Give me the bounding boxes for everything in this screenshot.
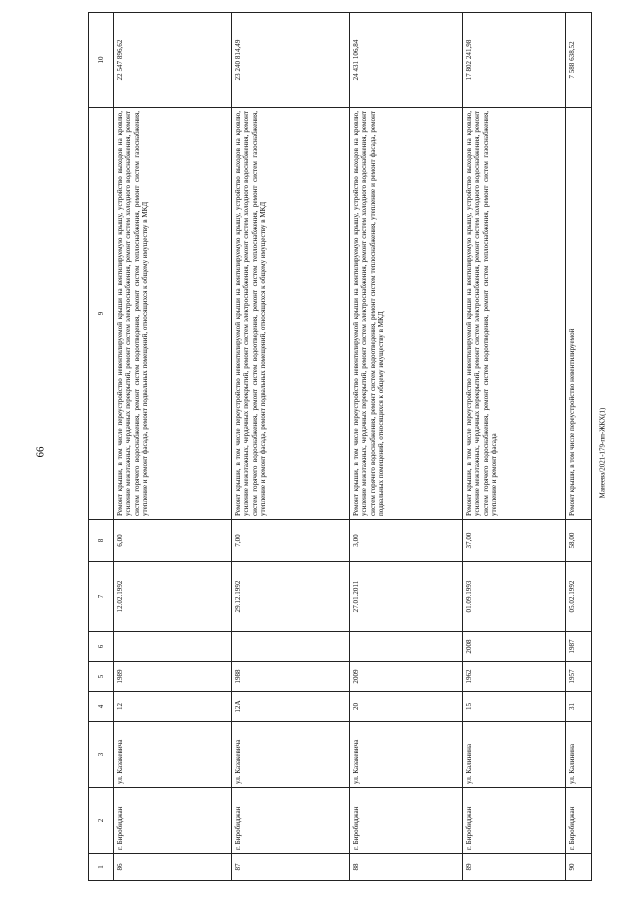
col-header: 6 [89, 632, 114, 662]
year-cell: 1962 [463, 662, 566, 692]
house-cell: 12 [114, 692, 232, 722]
col-header: 10 [89, 13, 114, 108]
cost-cell: 23 240 814,49 [232, 13, 350, 108]
wear-cell: 3,00 [350, 520, 463, 562]
cost-cell: 7 588 638,52 [566, 13, 592, 108]
col-header: 1 [89, 854, 114, 881]
page-number: 66 [34, 446, 47, 458]
date-cell: 29.12.1992 [232, 562, 350, 632]
works-cell: Ремонт крыши, в том числе переустройство невентилируемой крыши на вентилируемую крышу, устройство выходов на кровлю, усиление межэтажных, чердачных перекрытий, ремонт систем электроснабжения, ремонт систем холодного водоснабжения, ремонт систем горячего водоснабжения, ремонт систем водоотведения, ремонт систем теплоснабжения, ремонт систем газоснабжения, утепление и ремонт фасада, ремонт подвальных помещений, относящихся к общему имуществу в МКД [114, 108, 232, 520]
year2-cell [350, 632, 463, 662]
row-number: 90 [566, 854, 592, 881]
year2-cell: 2008 [463, 632, 566, 662]
table-row [350, 13, 463, 881]
col-header: 3 [89, 722, 114, 788]
table-row [232, 13, 350, 881]
col-header: 7 [89, 562, 114, 632]
header-row [89, 13, 114, 881]
row-number: 89 [463, 854, 566, 881]
city-cell: г. Биробиджан [114, 788, 232, 854]
col-header: 2 [89, 788, 114, 854]
wear-cell: 58,00 [566, 520, 592, 562]
rotated-table-container [88, 13, 586, 881]
col-header: 5 [89, 662, 114, 692]
document-reference-text: Манеева/2021-179-пп-ЖКХ(1) [598, 407, 607, 498]
works-cell: Ремонт крыши, в том числе переустройство невентилируемой крыши на вентилируемую крышу, устройство выходов на кровлю, усиление межэтажных, чердачных перекрытий, ремонт систем электроснабжения, ремонт систем холодного водоснабжения, ремонт систем горячего водоснабжения, ремонт систем водоотведения, ремонт систем теплоснабжения, утепление и ремонт фасада, ремонт подвальных помещений, относящихся к общему имуществу в МКД [350, 108, 463, 520]
works-cell: Ремонт крыши, в том числе переустройство невентилируемой [566, 108, 592, 520]
document-reference [592, 0, 612, 905]
date-cell: 12.02.1992 [114, 562, 232, 632]
year2-cell [232, 632, 350, 662]
year-cell: 1957 [566, 662, 592, 692]
col-header: 9 [89, 108, 114, 520]
wear-cell: 7,00 [232, 520, 350, 562]
cost-cell: 22 547 896,62 [114, 13, 232, 108]
cost-cell: 17 802 241,98 [463, 13, 566, 108]
row-number: 86 [114, 854, 232, 881]
street-cell: ул. Калинина [463, 722, 566, 788]
city-cell: г. Биробиджан [350, 788, 463, 854]
works-cell: Ремонт крыши, в том числе переустройство невентилируемой крыши на вентилируемую крышу, устройство выходов на кровлю, усиление межэтажных, чердачных перекрытий, ремонт систем электроснабжения, ремонт систем холодного водоснабжения, ремонт систем горячего водоснабжения, ремонт систем водоотведения, ремонт систем теплоснабжения, ремонт систем газоснабжения, утепление и ремонт фасада [463, 108, 566, 520]
date-cell: 01.09.1993 [463, 562, 566, 632]
city-cell: г. Биробиджан [232, 788, 350, 854]
street-cell: ул. Казакевича [232, 722, 350, 788]
wear-cell: 6,00 [114, 520, 232, 562]
house-cell: 31 [566, 692, 592, 722]
house-cell: 12А [232, 692, 350, 722]
cost-cell: 24 431 106,84 [350, 13, 463, 108]
row-number: 87 [232, 854, 350, 881]
street-cell: ул. Казакевича [350, 722, 463, 788]
year-cell: 2009 [350, 662, 463, 692]
table-row [566, 13, 592, 881]
date-cell: 05.02.1992 [566, 562, 592, 632]
wear-cell: 37,00 [463, 520, 566, 562]
street-cell: ул. Калинина [566, 722, 592, 788]
table-row [463, 13, 566, 881]
house-cell: 15 [463, 692, 566, 722]
date-cell: 27.01.2011 [350, 562, 463, 632]
year-cell: 1988 [232, 662, 350, 692]
street-cell: ул. Казакевича [114, 722, 232, 788]
row-number: 88 [350, 854, 463, 881]
city-cell: г. Биробиджан [463, 788, 566, 854]
col-header: 4 [89, 692, 114, 722]
housing-repair-table [88, 12, 592, 881]
city-cell: г. Биробиджан [566, 788, 592, 854]
house-cell: 20 [350, 692, 463, 722]
year2-cell [114, 632, 232, 662]
year2-cell: 1987 [566, 632, 592, 662]
works-cell: Ремонт крыши, в том числе переустройство невентилируемой крыши на вентилируемую крышу, устройство выходов на кровлю, усиление межэтажных, чердачных перекрытий, ремонт систем электроснабжения, ремонт систем холодного водоснабжения, ремонт систем горячего водоснабжения, ремонт систем водоотведения, ремонт систем теплоснабжения, ремонт систем газоснабжения, утепление и ремонт фасада, ремонт подвальных помещений, относящихся к общему имуществу в МКД [232, 108, 350, 520]
table-row [114, 13, 232, 881]
col-header: 8 [89, 520, 114, 562]
year-cell: 1989 [114, 662, 232, 692]
